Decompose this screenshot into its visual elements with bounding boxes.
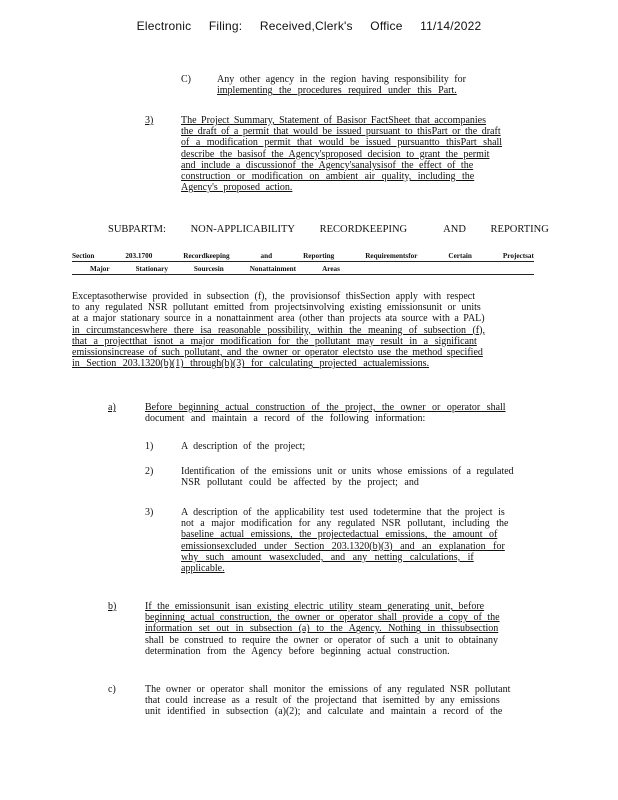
section-heading-word: Certain — [448, 252, 472, 260]
section-heading-word: Sourcesin — [193, 265, 224, 273]
text-line: determination from the Agency before beginning actual construction. — [145, 645, 450, 657]
subpart-code: SUBPARTM: — [108, 224, 166, 235]
text-line: applicable. — [181, 563, 225, 575]
text-line: document and maintain a record of the following information: — [145, 413, 426, 425]
text-line: unit identified in subsection (a)(2); and calculate and maintain a record of the — [145, 706, 503, 718]
text-line: Identification of the emissions unit or units whose emissions of a regulated — [181, 466, 514, 477]
item-a-2-label: 2) — [145, 466, 154, 477]
item-c-top-label: C) — [181, 74, 191, 85]
header-received: Received,Clerk's — [259, 19, 353, 33]
item-a-1-label: 1) — [145, 441, 154, 452]
section-heading-word: Recordkeeping — [183, 252, 230, 260]
text-line: Agency's proposed action. — [181, 182, 293, 194]
header-office: Office — [370, 19, 403, 33]
intro-paragraph — [72, 291, 534, 369]
section-heading-word: Section — [72, 252, 95, 260]
item-c-bottom-label: c) — [108, 684, 116, 695]
item-b-label: b) — [108, 601, 117, 612]
text-line: not a major modification for any regulated NSR pollutant, including the — [181, 518, 509, 530]
text-line: baseline actual emissions, the projectedactual emissions, the amount of — [181, 529, 498, 541]
section-heading-word: Projectsat — [502, 252, 534, 260]
section-heading-word: 203.1700 — [125, 252, 153, 260]
section-heading-word: Requirementsfor — [365, 252, 418, 260]
subpart-title-4: REPORTING — [490, 224, 549, 235]
text-line: that a projectthat isnot a major modification for the pollutant may result in a significant — [72, 335, 477, 347]
text-line: at a major stationary source in a nonattainment area (other than projects ata source with a PAL) — [72, 313, 485, 325]
text-line: Before beginning actual construction of the project, the owner or operator shall — [145, 402, 506, 413]
subpart-heading — [108, 224, 565, 235]
header-filing: Filing: — [208, 19, 243, 33]
text-line: of a modification permit that would be issued pursuantto thisPart shall — [181, 137, 503, 149]
item-c-bottom-text — [145, 684, 537, 718]
text-line: emissionsexcluded under Section 203.1320(b)(3) and an explanation for — [181, 540, 505, 552]
item-c-top-text — [217, 74, 489, 96]
section-heading-word: Stationary — [135, 265, 168, 273]
item-3-label: 3) — [145, 115, 154, 126]
item-a-3-text — [181, 507, 533, 574]
text-line: in circumstanceswhere there isa reasonable possibility, within the meaning of subsection (f), — [72, 324, 485, 336]
text-line: that could increase as a result of the projectand that isemitted by any emissions — [145, 695, 500, 707]
text-line: The owner or operator shall monitor the emissions of any regulated NSR pollutant — [145, 684, 511, 695]
section-heading-word: and — [260, 252, 273, 260]
text-line: A description of the project; — [181, 441, 306, 452]
subpart-title-2: RECORDKEEPING — [319, 224, 408, 235]
subpart-title-1: NON-APPLICABILITY — [190, 224, 295, 235]
subpart-title-3: AND — [443, 224, 466, 235]
text-line: The Project Summary, Statement of Basisor FactSheet that accompanies — [181, 115, 486, 126]
text-line: implementing the procedures required under this Part. — [217, 85, 457, 97]
item-a-2-text — [181, 466, 533, 488]
section-heading-word: Reporting — [303, 252, 335, 260]
text-line: NSR pollutant could be affected by the project; and — [181, 477, 419, 489]
text-line: Exceptasotherwise provided in subsection (f), the provisionsof thisSection apply with respect — [72, 291, 475, 302]
filing-header — [0, 19, 618, 33]
item-b-text — [145, 601, 533, 657]
text-line: in Section 203.1320(b)(1) through(b)(3) for calculating projected actualemissions. — [72, 358, 430, 370]
text-line: to any regulated NSR pollutant emitted from projectsinvolving existing emissionsunit or units — [72, 302, 481, 314]
item-a-text — [145, 402, 533, 424]
section-heading-word: Major — [90, 265, 110, 273]
text-line: and include a discussionof the Agency'sanalysisof the effect of the — [181, 159, 474, 171]
text-line: If the emissionsunit isan existing electric utility steam generating unit, before — [145, 601, 485, 612]
item-a-label: a) — [108, 402, 116, 413]
text-line: the draft of a permit that would be issued pursuant to thisPart or the draft — [181, 126, 501, 138]
section-heading-word: Nonattainment — [249, 265, 297, 273]
item-3-text — [181, 115, 533, 193]
section-heading — [72, 252, 534, 275]
item-a-1-text — [181, 441, 533, 452]
text-line: beginning actual construction, the owner or operator shall provide a copy of the — [145, 612, 500, 624]
item-a-3-label: 3) — [145, 507, 154, 518]
text-line: why such amount wasexcluded, and any netting calculations, if — [181, 551, 474, 563]
text-line: emissionsincrease of such pollutant, and the owner or operator electsto use the method specified — [72, 347, 483, 359]
section-heading-row-2 — [72, 265, 534, 275]
text-line: describe the basisof the Agency'sproposed decision to grant the permit — [181, 148, 490, 160]
header-date: 11/14/2022 — [420, 19, 482, 33]
text-line: Any other agency in the region having responsibility for — [217, 74, 466, 85]
text-line: information set out in subsection (a) to the Agency. Nothing in thissubsection — [145, 623, 499, 635]
text-line: construction or modification on ambient air quality, including the — [181, 171, 475, 183]
text-line: shall be construed to require the owner or operator of such a unit to obtainany — [145, 634, 499, 646]
header-electronic: Electronic — [136, 19, 192, 33]
section-heading-word: Areas — [322, 265, 340, 273]
section-heading-row-1 — [72, 252, 534, 262]
text-line: A description of the applicability test used todetermine that the project is — [181, 507, 505, 518]
